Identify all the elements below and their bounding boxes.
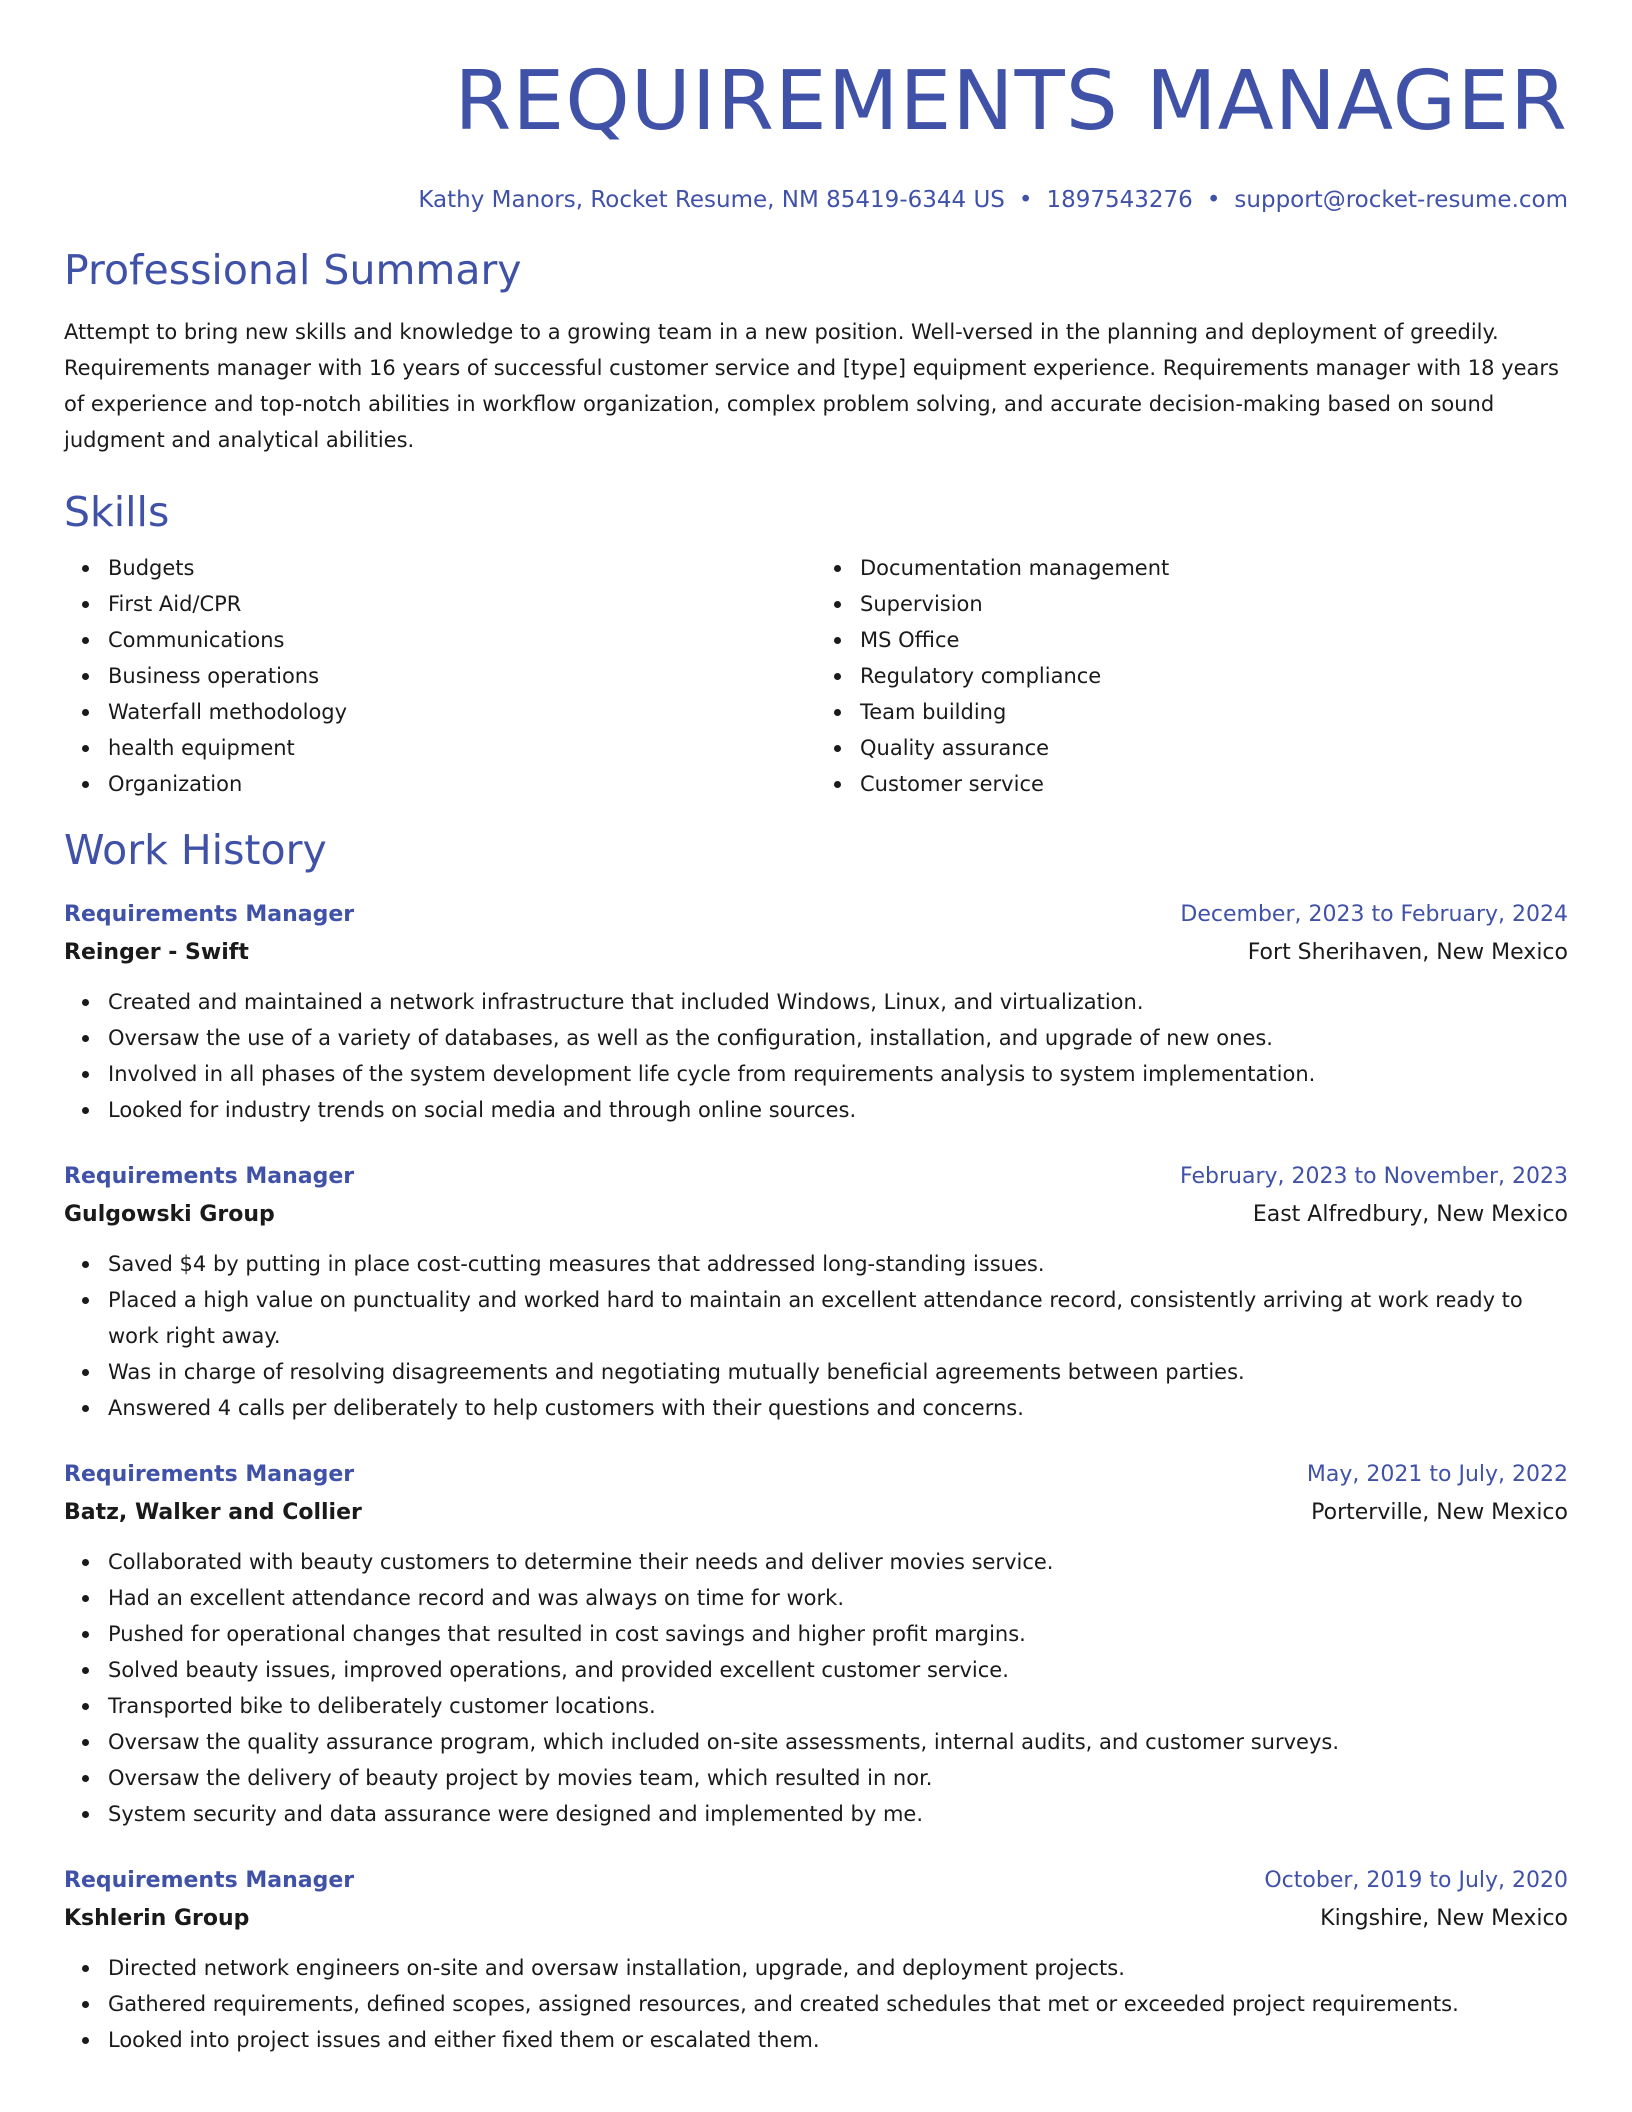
skill-item: health equipment — [108, 730, 816, 766]
job-company: Reinger - Swift — [64, 940, 249, 965]
job-title: Requirements Manager — [64, 1164, 355, 1189]
job-company: Gulgowski Group — [64, 1202, 275, 1227]
duty-item: Oversaw the delivery of beauty project by movies team, which resulted in nor. — [108, 1760, 1568, 1796]
job-title: Requirements Manager — [64, 1868, 355, 1893]
job-dates: October, 2019 to July, 2020 — [1264, 1868, 1568, 1893]
duty-item: Saved $4 by putting in place cost-cutting measures that addressed long-standing issues. — [108, 1246, 1568, 1282]
skill-item: Communications — [108, 622, 816, 658]
job-header-row — [64, 1456, 1568, 1494]
skill-item: Documentation management — [860, 550, 1568, 586]
job-company-row — [64, 1900, 1568, 1938]
skill-item: Team building — [860, 694, 1568, 730]
duty-item: Oversaw the quality assurance program, which included on-site assessments, internal audits, and customer surveys. — [108, 1724, 1568, 1760]
duty-item: Placed a high value on punctuality and worked hard to maintain an excellent attendance record, consistently arriving at work ready to work right away. — [108, 1282, 1568, 1354]
work-history-heading: Work History — [64, 826, 327, 874]
duty-item: System security and data assurance were designed and implemented by me. — [108, 1796, 1568, 1832]
duty-item: Oversaw the use of a variety of databases, as well as the configuration, installation, and upgrade of new ones. — [108, 1020, 1568, 1056]
job-dates: May, 2021 to July, 2022 — [1306, 1462, 1568, 1487]
skill-item: Quality assurance — [860, 730, 1568, 766]
duty-item: Involved in all phases of the system development life cycle from requirements analysis to system implementation. — [108, 1056, 1568, 1092]
duty-item: Had an excellent attendance record and was always on time for work. — [108, 1580, 1568, 1616]
job-dates: February, 2023 to November, 2023 — [1180, 1164, 1568, 1189]
duty-item: Gathered requirements, defined scopes, assigned resources, and created schedules that met or exceeded project requirements. — [108, 1986, 1568, 2022]
job-entry — [64, 1158, 1568, 1426]
duty-item: Transported bike to deliberately customer locations. — [108, 1688, 1568, 1724]
job-company-row — [64, 934, 1568, 972]
job-location: Porterville, New Mexico — [1311, 1500, 1568, 1525]
job-title: Requirements Manager — [64, 902, 355, 927]
job-company-row — [64, 1494, 1568, 1532]
contact-address: Kathy Manors, Rocket Resume, NM 85419-6344 US — [418, 187, 1005, 213]
job-entry — [64, 1456, 1568, 1832]
duty-item: Looked into project issues and either fixed them or escalated them. — [108, 2022, 1568, 2058]
job-location: East Alfredbury, New Mexico — [1252, 1202, 1568, 1227]
job-header-row — [64, 1158, 1568, 1196]
skill-item: Organization — [108, 766, 816, 802]
skill-item: Business operations — [108, 658, 816, 694]
job-dates: December, 2023 to February, 2024 — [1180, 902, 1568, 927]
job-company-row — [64, 1196, 1568, 1234]
resume-header — [64, 0, 1568, 216]
job-location: Fort Sherihaven, New Mexico — [1247, 940, 1568, 965]
contact-separator: • — [1018, 187, 1033, 213]
skills-list-left — [64, 550, 816, 802]
duty-item: Looked for industry trends on social media and through online sources. — [108, 1092, 1568, 1128]
skill-item: First Aid/CPR — [108, 586, 816, 622]
job-entry — [64, 1862, 1568, 2058]
duty-item: Directed network engineers on-site and oversaw installation, upgrade, and deployment projects. — [108, 1950, 1568, 1986]
skill-item: MS Office — [860, 622, 1568, 658]
job-company: Kshlerin Group — [64, 1906, 250, 1931]
job-location: Kingshire, New Mexico — [1320, 1906, 1568, 1931]
resume-page — [64, 0, 1568, 2058]
job-duties — [64, 1246, 1568, 1426]
duty-item: Pushed for operational changes that resulted in cost savings and higher profit margins. — [108, 1616, 1568, 1652]
job-header-row — [64, 896, 1568, 934]
summary-text: Attempt to bring new skills and knowledge to a growing team in a new position. Well-versed in the planning and deployment of greedily. Requirements manager with 16 years of successful customer service and [type] equipment experience. Requirements manager with 18 years of experience and top-notch abilities in workflow organization, complex problem solving, and accurate decision-making based on sound judgment and analytical abilities. — [64, 320, 1559, 452]
duty-item: Was in charge of resolving disagreements and negotiating mutually beneficial agreements between parties. — [108, 1354, 1568, 1390]
skills-grid — [64, 550, 1568, 802]
contact-email: support@rocket-resume.com — [1234, 187, 1568, 213]
job-title: Requirements Manager — [64, 1462, 355, 1487]
skills-heading: Skills — [64, 488, 170, 536]
duty-item: Created and maintained a network infrastructure that included Windows, Linux, and virtualization. — [108, 984, 1568, 1020]
duty-item: Answered 4 calls per deliberately to help customers with their questions and concerns. — [108, 1390, 1568, 1426]
contact-separator: • — [1206, 187, 1221, 213]
contact-line — [64, 184, 1568, 216]
contact-phone: 1897543276 — [1046, 187, 1193, 213]
skill-item: Customer service — [860, 766, 1568, 802]
job-header-row — [64, 1862, 1568, 1900]
summary-heading: Professional Summary — [64, 246, 522, 294]
duty-item: Solved beauty issues, improved operations, and provided excellent customer service. — [108, 1652, 1568, 1688]
job-duties — [64, 1544, 1568, 1832]
resume-title: REQUIREMENTS MANAGER — [454, 54, 1568, 149]
job-company: Batz, Walker and Collier — [64, 1500, 362, 1525]
job-entry — [64, 896, 1568, 1128]
skill-item: Budgets — [108, 550, 816, 586]
job-duties — [64, 1950, 1568, 2058]
skill-item: Supervision — [860, 586, 1568, 622]
skills-list-right — [816, 550, 1568, 802]
duty-item: Collaborated with beauty customers to determine their needs and deliver movies service. — [108, 1544, 1568, 1580]
skill-item: Regulatory compliance — [860, 658, 1568, 694]
skill-item: Waterfall methodology — [108, 694, 816, 730]
job-duties — [64, 984, 1568, 1128]
